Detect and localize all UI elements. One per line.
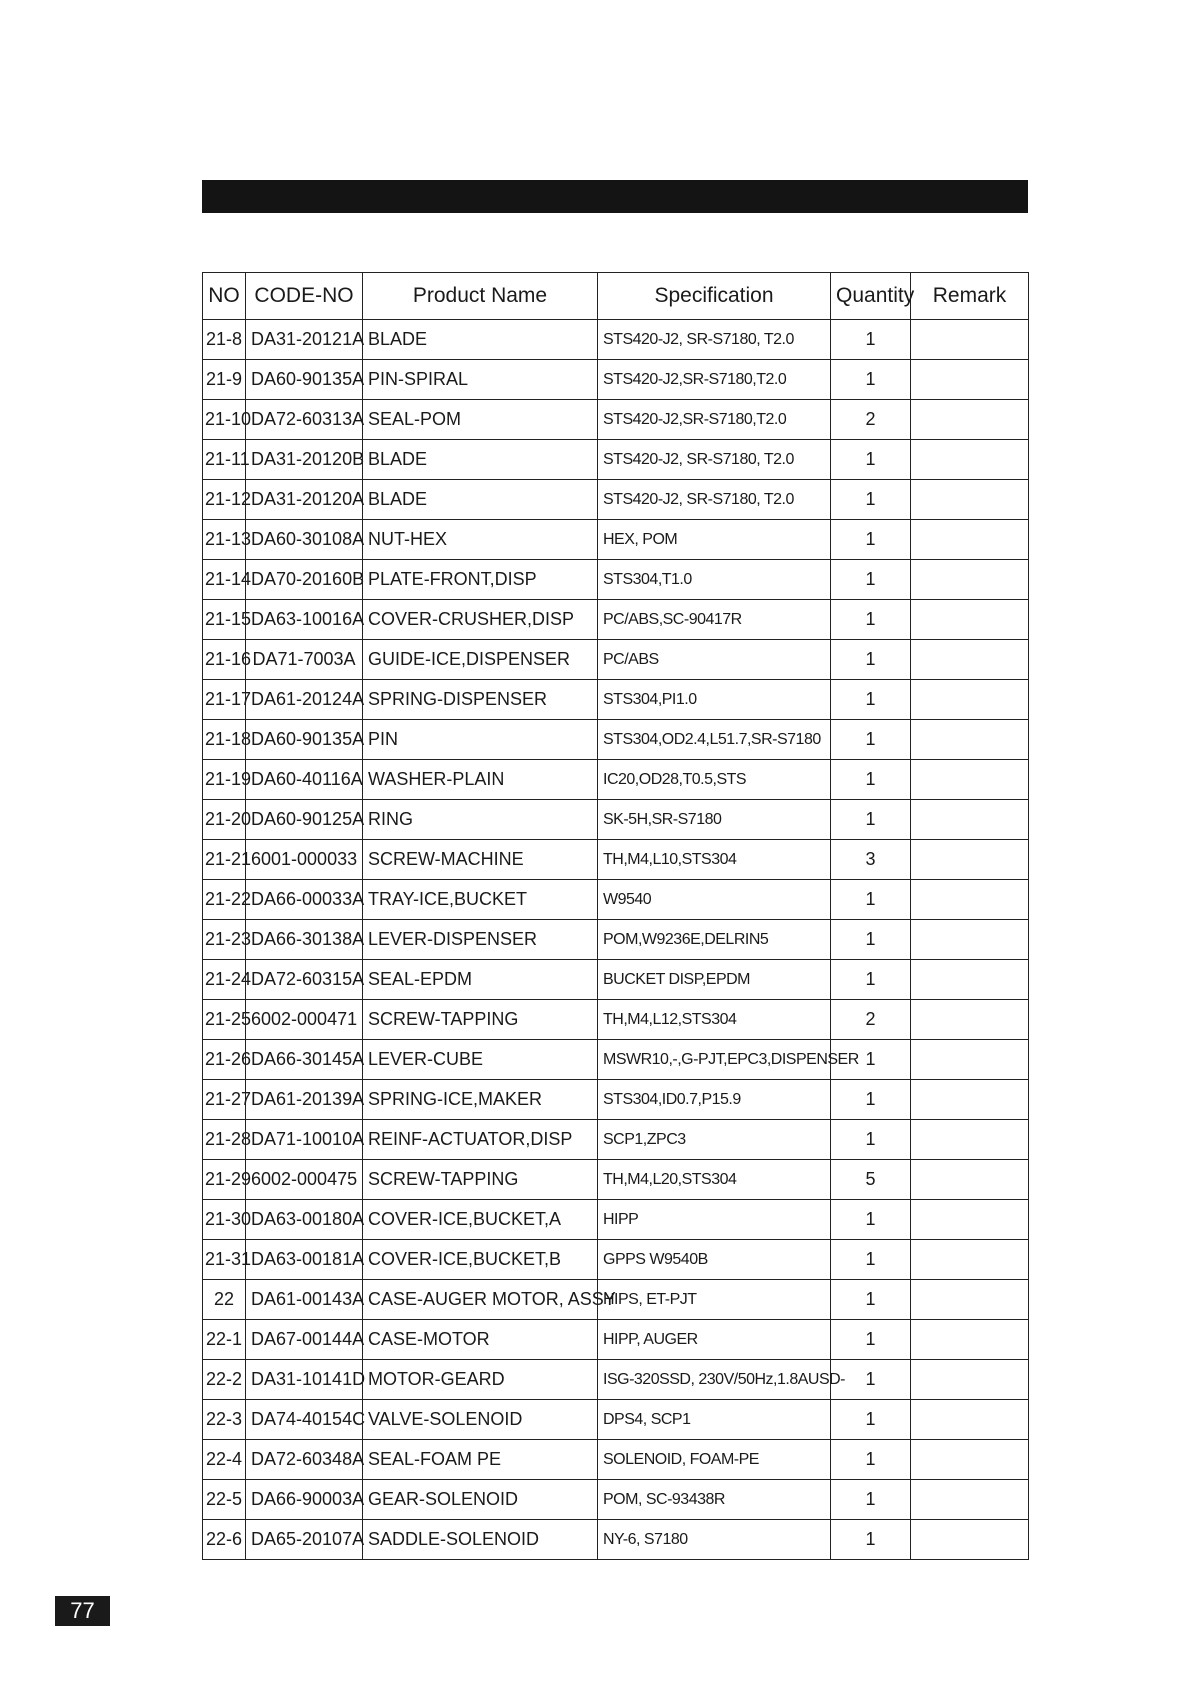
cell-code: DA61-00143A [246,1280,363,1320]
cell-product-name: COVER-ICE,BUCKET,A [363,1200,598,1240]
cell-product-name: BLADE [363,320,598,360]
table-row [203,1520,1029,1560]
table-row [203,640,1029,680]
cell-quantity: 1 [831,1520,911,1560]
cell-specification: STS304,ID0.7,P15.9 [598,1080,831,1120]
cell-product-name: SADDLE-SOLENOID [363,1520,598,1560]
cell-code: DA72-60313A [246,400,363,440]
cell-code: DA66-30145A [246,1040,363,1080]
cell-code: DA60-40116A [246,760,363,800]
cell-specification: POM,W9236E,DELRIN5 [598,920,831,960]
cell-quantity: 1 [831,1360,911,1400]
cell-specification: HIPP [598,1200,831,1240]
table-row [203,800,1029,840]
cell-remark [911,680,1029,720]
cell-no: 21-8 [203,320,246,360]
cell-remark [911,400,1029,440]
cell-code: DA60-90135A [246,360,363,400]
table-row [203,1040,1029,1080]
cell-no: 21-24 [203,960,246,1000]
cell-quantity: 1 [831,1280,911,1320]
cell-code: DA60-90135A [246,720,363,760]
table-row [203,440,1029,480]
table-row [203,560,1029,600]
cell-no: 21-18 [203,720,246,760]
cell-remark [911,1080,1029,1120]
header-bar [202,180,1028,213]
cell-specification: SOLENOID, FOAM-PE [598,1440,831,1480]
cell-specification: DPS4, SCP1 [598,1400,831,1440]
table-row [203,520,1029,560]
cell-product-name: MOTOR-GEARD [363,1360,598,1400]
cell-remark [911,1200,1029,1240]
cell-product-name: CASE-AUGER MOTOR, ASSY [363,1280,598,1320]
cell-no: 21-15 [203,600,246,640]
header-code: CODE-NO [246,273,363,320]
table-row [203,1240,1029,1280]
cell-code: DA66-00033A [246,880,363,920]
cell-code: DA71-10010A [246,1120,363,1160]
cell-remark [911,1480,1029,1520]
cell-product-name: SCREW-TAPPING [363,1000,598,1040]
cell-quantity: 1 [831,1480,911,1520]
cell-specification: STS304,PI1.0 [598,680,831,720]
cell-remark [911,640,1029,680]
cell-quantity: 2 [831,400,911,440]
table-header-row [203,273,1029,320]
table-row [203,1440,1029,1480]
cell-quantity: 1 [831,760,911,800]
cell-no: 22-5 [203,1480,246,1520]
cell-code: DA72-60315A [246,960,363,1000]
cell-quantity: 1 [831,1120,911,1160]
cell-remark [911,1280,1029,1320]
cell-quantity: 1 [831,800,911,840]
cell-product-name: SEAL-EPDM [363,960,598,1000]
cell-product-name: COVER-CRUSHER,DISP [363,600,598,640]
cell-remark [911,480,1029,520]
cell-quantity: 1 [831,960,911,1000]
cell-remark [911,1160,1029,1200]
cell-no: 22-2 [203,1360,246,1400]
cell-product-name: CASE-MOTOR [363,1320,598,1360]
cell-quantity: 1 [831,1240,911,1280]
table-row [203,1280,1029,1320]
cell-specification: GPPS W9540B [598,1240,831,1280]
cell-specification: STS304,T1.0 [598,560,831,600]
table-row [203,680,1029,720]
cell-quantity: 1 [831,920,911,960]
cell-product-name: WASHER-PLAIN [363,760,598,800]
cell-no: 21-11 [203,440,246,480]
cell-no: 22-3 [203,1400,246,1440]
cell-specification: STS420-J2, SR-S7180, T2.0 [598,440,831,480]
cell-quantity: 1 [831,560,911,600]
cell-product-name: PIN [363,720,598,760]
table-row [203,840,1029,880]
table-row [203,720,1029,760]
cell-no: 21-13 [203,520,246,560]
cell-code: DA31-20120A [246,480,363,520]
cell-code: 6002-000471 [246,1000,363,1040]
cell-product-name: LEVER-CUBE [363,1040,598,1080]
cell-remark [911,560,1029,600]
cell-product-name: GEAR-SOLENOID [363,1480,598,1520]
cell-product-name: TRAY-ICE,BUCKET [363,880,598,920]
table-row [203,920,1029,960]
cell-remark [911,960,1029,1000]
cell-code: DA63-00181A [246,1240,363,1280]
cell-remark [911,760,1029,800]
cell-product-name: SCREW-MACHINE [363,840,598,880]
cell-no: 21-28 [203,1120,246,1160]
cell-remark [911,320,1029,360]
cell-no: 22-6 [203,1520,246,1560]
cell-no: 21-30 [203,1200,246,1240]
cell-remark [911,1000,1029,1040]
parts-table [202,272,1029,1560]
cell-no: 21-23 [203,920,246,960]
cell-quantity: 1 [831,440,911,480]
header-specification: Specification [598,273,831,320]
cell-code: DA67-00144A [246,1320,363,1360]
cell-product-name: SEAL-FOAM PE [363,1440,598,1480]
cell-no: 21-12 [203,480,246,520]
cell-no: 21-10 [203,400,246,440]
cell-product-name: GUIDE-ICE,DISPENSER [363,640,598,680]
cell-specification: HIPS, ET-PJT [598,1280,831,1320]
table-row [203,1200,1029,1240]
cell-code: DA74-40154C [246,1400,363,1440]
cell-remark [911,440,1029,480]
cell-code: DA66-30138A [246,920,363,960]
cell-no: 21-21 [203,840,246,880]
cell-code: DA60-30108A [246,520,363,560]
cell-quantity: 5 [831,1160,911,1200]
table-row [203,320,1029,360]
cell-quantity: 1 [831,1200,911,1240]
cell-specification: POM, SC-93438R [598,1480,831,1520]
cell-remark [911,360,1029,400]
cell-specification: NY-6, S7180 [598,1520,831,1560]
cell-no: 21-9 [203,360,246,400]
cell-remark [911,800,1029,840]
cell-remark [911,1320,1029,1360]
cell-remark [911,720,1029,760]
cell-remark [911,840,1029,880]
cell-specification: STS304,OD2.4,L51.7,SR-S7180 [598,720,831,760]
cell-product-name: SEAL-POM [363,400,598,440]
table-row [203,1400,1029,1440]
cell-specification: TH,M4,L20,STS304 [598,1160,831,1200]
cell-quantity: 1 [831,1080,911,1120]
cell-no: 21-17 [203,680,246,720]
cell-product-name: SCREW-TAPPING [363,1160,598,1200]
cell-product-name: BLADE [363,480,598,520]
cell-no: 22 [203,1280,246,1320]
cell-specification: STS420-J2, SR-S7180, T2.0 [598,480,831,520]
cell-specification: TH,M4,L12,STS304 [598,1000,831,1040]
cell-specification: MSWR10,-,G-PJT,EPC3,DISPENSER [598,1040,831,1080]
cell-product-name: PLATE-FRONT,DISP [363,560,598,600]
cell-no: 22-4 [203,1440,246,1480]
cell-product-name: SPRING-ICE,MAKER [363,1080,598,1120]
cell-code: 6001-000033 [246,840,363,880]
cell-product-name: COVER-ICE,BUCKET,B [363,1240,598,1280]
cell-no: 21-14 [203,560,246,600]
table-row [203,1160,1029,1200]
cell-no: 21-26 [203,1040,246,1080]
cell-specification: SK-5H,SR-S7180 [598,800,831,840]
cell-quantity: 1 [831,320,911,360]
cell-code: DA61-20124A [246,680,363,720]
cell-specification: PC/ABS,SC-90417R [598,600,831,640]
cell-remark [911,880,1029,920]
cell-specification: HIPP, AUGER [598,1320,831,1360]
cell-quantity: 1 [831,880,911,920]
cell-specification: W9540 [598,880,831,920]
cell-product-name: REINF-ACTUATOR,DISP [363,1120,598,1160]
cell-remark [911,1520,1029,1560]
cell-specification: STS420-J2,SR-S7180,T2.0 [598,400,831,440]
cell-quantity: 1 [831,720,911,760]
table-row [203,1320,1029,1360]
cell-product-name: SPRING-DISPENSER [363,680,598,720]
table-row [203,760,1029,800]
cell-specification: HEX, POM [598,520,831,560]
cell-code: DA63-10016A [246,600,363,640]
cell-code: DA31-20120B [246,440,363,480]
cell-quantity: 1 [831,1440,911,1480]
cell-code: DA72-60348A [246,1440,363,1480]
table-row [203,360,1029,400]
header-quantity: Quantity [831,273,911,320]
cell-no: 21-25 [203,1000,246,1040]
table-row [203,1080,1029,1120]
cell-specification: ISG-320SSD, 230V/50Hz,1.8AUSD- [598,1360,831,1400]
cell-remark [911,1400,1029,1440]
cell-specification: SCP1,ZPC3 [598,1120,831,1160]
cell-quantity: 1 [831,1400,911,1440]
cell-specification: PC/ABS [598,640,831,680]
cell-specification: IC20,OD28,T0.5,STS [598,760,831,800]
cell-no: 22-1 [203,1320,246,1360]
cell-no: 21-29 [203,1160,246,1200]
cell-code: DA70-20160B [246,560,363,600]
cell-remark [911,920,1029,960]
cell-specification: TH,M4,L10,STS304 [598,840,831,880]
cell-no: 21-31 [203,1240,246,1280]
table-row [203,1120,1029,1160]
cell-remark [911,1240,1029,1280]
cell-code: DA60-90125A [246,800,363,840]
table-row [203,600,1029,640]
cell-remark [911,520,1029,560]
cell-specification: BUCKET DISP,EPDM [598,960,831,1000]
cell-code: DA31-20121A [246,320,363,360]
cell-quantity: 1 [831,520,911,560]
cell-code: DA65-20107A [246,1520,363,1560]
cell-product-name: VALVE-SOLENOID [363,1400,598,1440]
cell-remark [911,1440,1029,1480]
cell-quantity: 1 [831,1320,911,1360]
cell-remark [911,1360,1029,1400]
cell-quantity: 1 [831,480,911,520]
cell-code: DA31-10141D [246,1360,363,1400]
cell-code: DA63-00180A [246,1200,363,1240]
cell-specification: STS420-J2, SR-S7180, T2.0 [598,320,831,360]
header-product-name: Product Name [363,273,598,320]
cell-quantity: 1 [831,600,911,640]
page-number: 77 [55,1596,110,1626]
cell-code: DA66-90003A [246,1480,363,1520]
cell-product-name: RING [363,800,598,840]
cell-quantity: 1 [831,640,911,680]
cell-code: DA61-20139A [246,1080,363,1120]
header-no: NO [203,273,246,320]
table-row [203,480,1029,520]
cell-product-name: PIN-SPIRAL [363,360,598,400]
table-row [203,960,1029,1000]
cell-quantity: 3 [831,840,911,880]
cell-no: 21-27 [203,1080,246,1120]
table-row [203,1000,1029,1040]
cell-code: DA71-7003A [246,640,363,680]
table-row [203,880,1029,920]
cell-quantity: 2 [831,1000,911,1040]
cell-quantity: 1 [831,360,911,400]
cell-remark [911,1120,1029,1160]
table-row [203,400,1029,440]
cell-no: 21-22 [203,880,246,920]
cell-specification: STS420-J2,SR-S7180,T2.0 [598,360,831,400]
cell-remark [911,1040,1029,1080]
cell-quantity: 1 [831,680,911,720]
cell-code: 6002-000475 [246,1160,363,1200]
cell-no: 21-20 [203,800,246,840]
cell-quantity: 1 [831,1040,911,1080]
cell-no: 21-19 [203,760,246,800]
cell-product-name: LEVER-DISPENSER [363,920,598,960]
cell-product-name: NUT-HEX [363,520,598,560]
cell-product-name: BLADE [363,440,598,480]
cell-remark [911,600,1029,640]
cell-no: 21-16 [203,640,246,680]
table-row [203,1480,1029,1520]
header-remark: Remark [911,273,1029,320]
table-row [203,1360,1029,1400]
